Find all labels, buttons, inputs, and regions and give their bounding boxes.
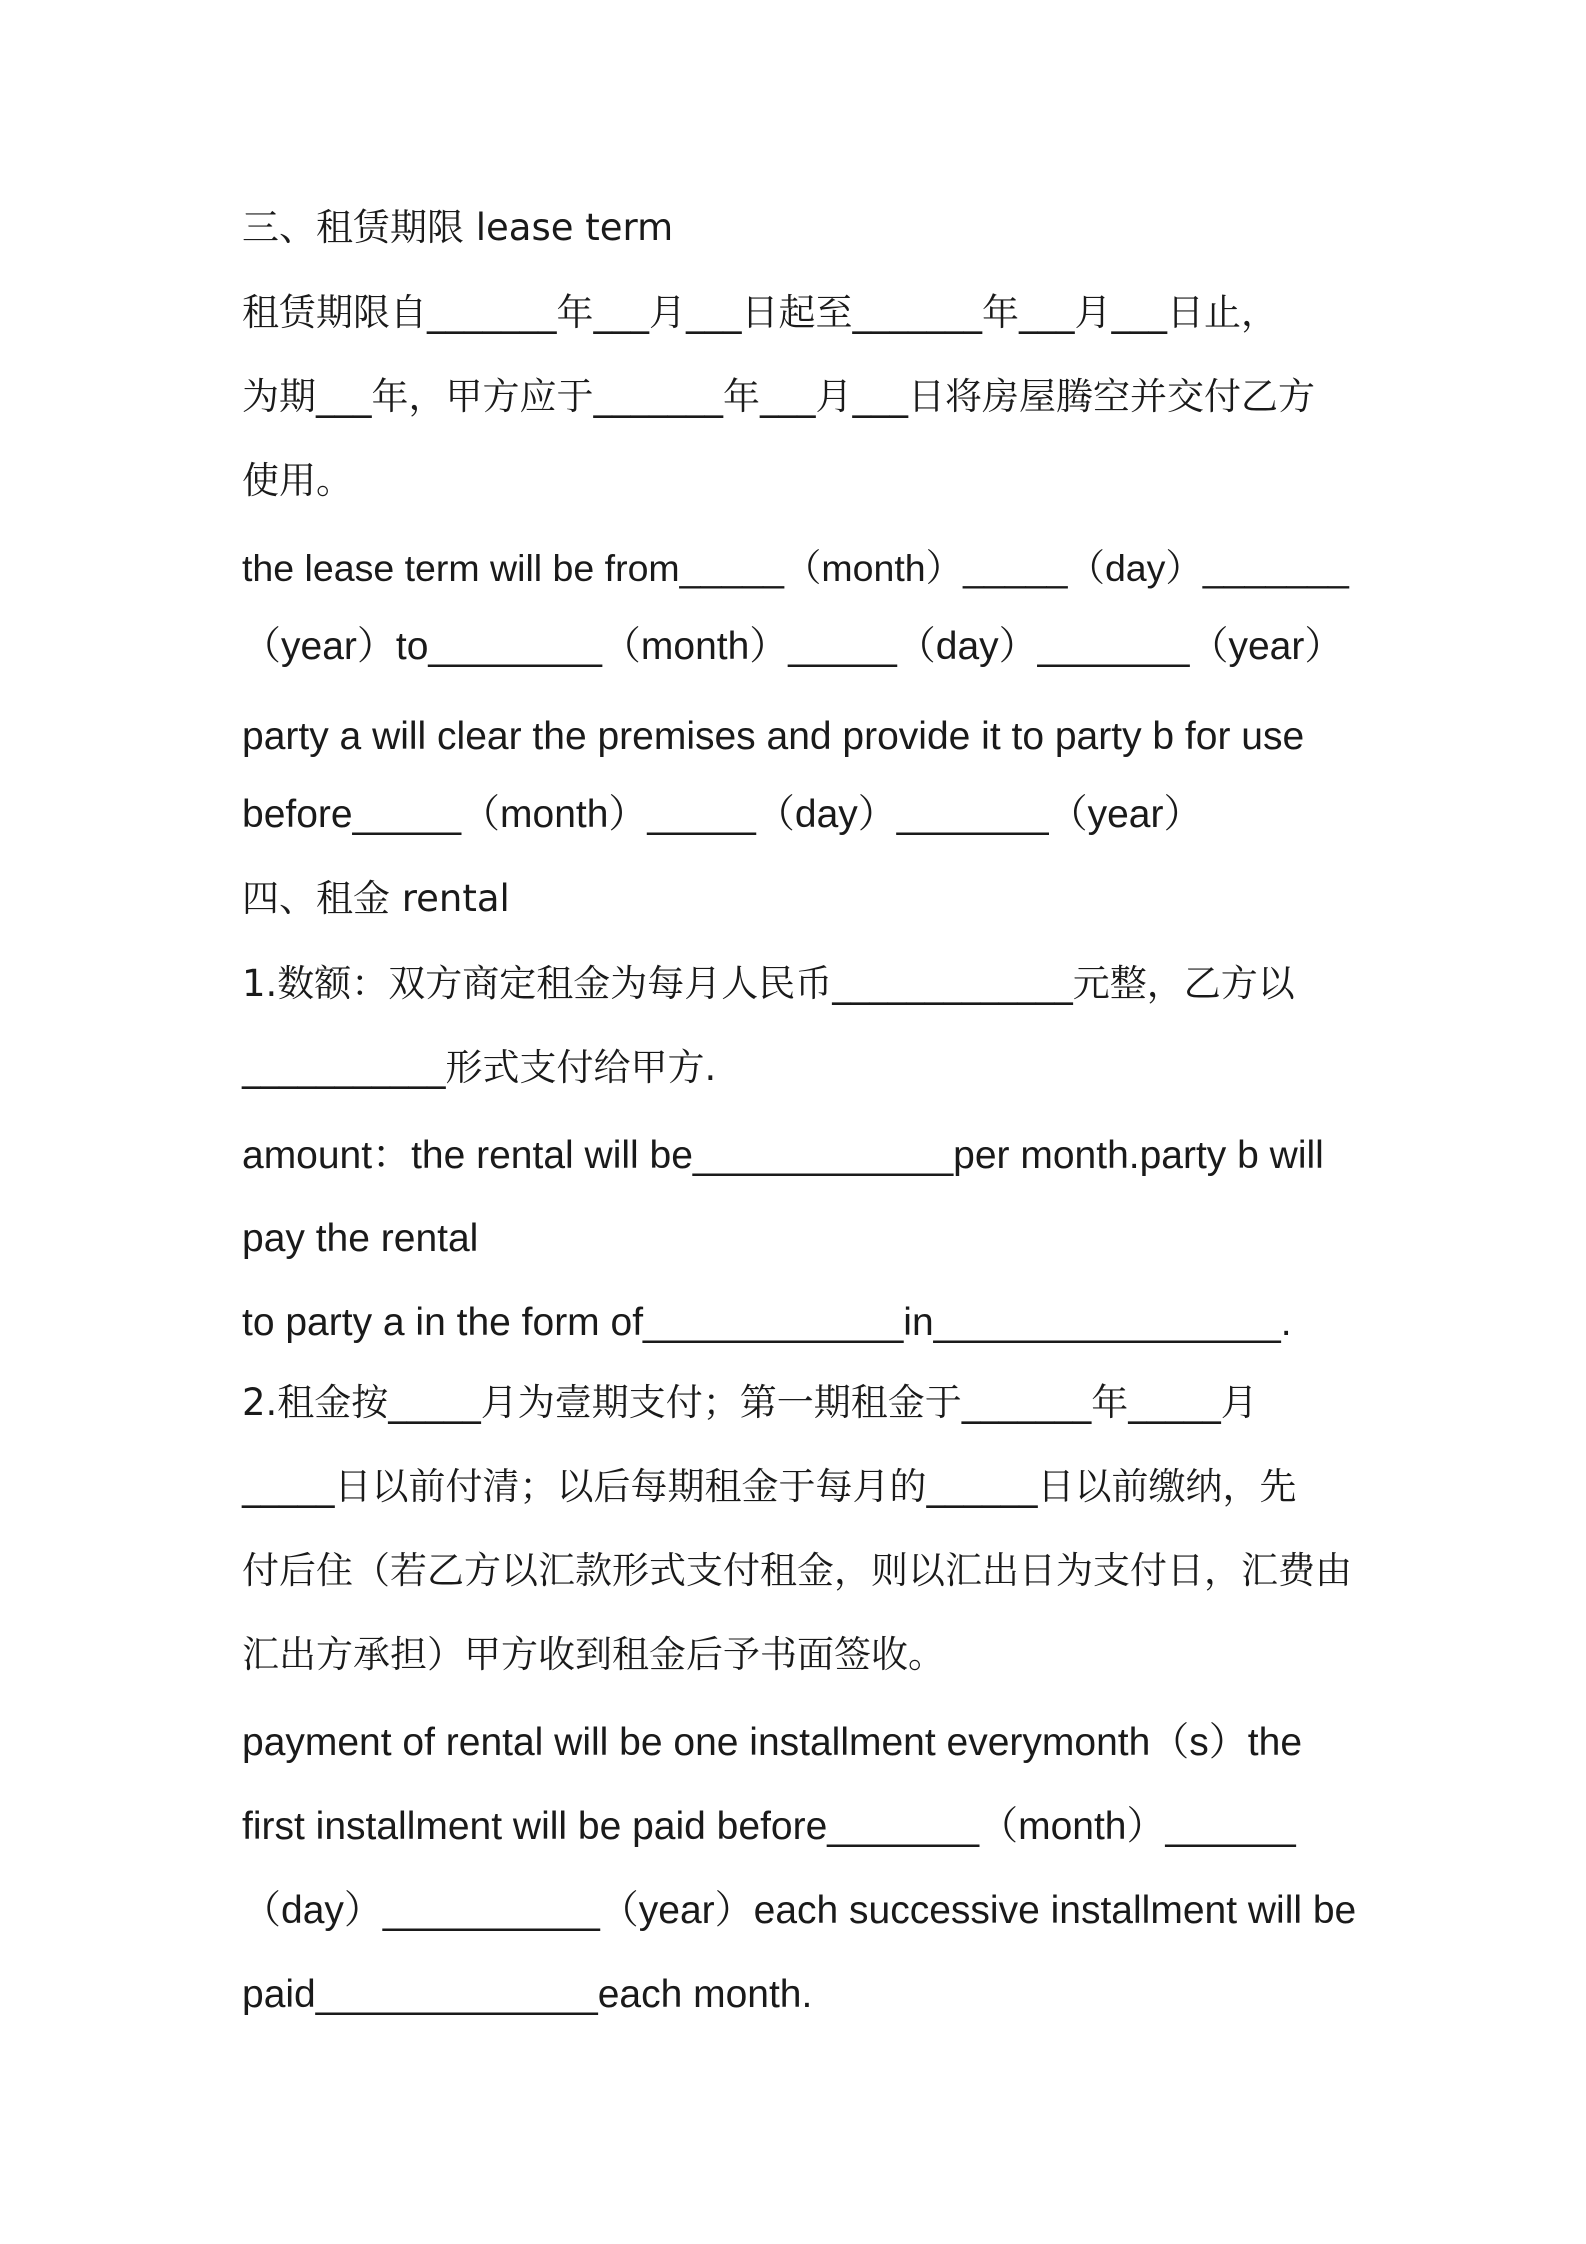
rental-payment-en-line4: paid_____________each month. bbox=[242, 1973, 813, 2016]
rental-payment-cn-line3: 付后住（若乙方以汇款形式支付租金，则以汇出日为支付日，汇费由 bbox=[242, 1549, 1352, 1592]
rental-payment-cn-line1: 2.租金按_____月为壹期支付；第一期租金于_______年_____月 bbox=[242, 1381, 1258, 1424]
rental-payment-en-line3: （day）__________（year）each successive installment will be bbox=[242, 1889, 1357, 1932]
rental-amount-en-line3: to party a in the form of____________in________________. bbox=[242, 1301, 1292, 1344]
lease-term-clause-en-line2: （year）to________（month）_____（day）_______（year） bbox=[242, 625, 1344, 668]
lease-term-clause-cn-line3: 使用。 bbox=[242, 459, 353, 502]
rental-amount-en-line2: pay the rental bbox=[242, 1217, 479, 1260]
rental-payment-cn-line2: _____日以前付清；以后每期租金于每月的______日以前缴纳，先 bbox=[242, 1465, 1297, 1508]
rental-amount-cn-line2: ___________形式支付给甲方. bbox=[242, 1046, 717, 1089]
lease-term-clause-en-line4: before_____（month）_____（day）_______（year） bbox=[242, 793, 1203, 836]
rental-payment-en-line2: first installment will be paid before_______（month）______ bbox=[242, 1805, 1296, 1848]
lease-term-clause-en-line3: party a will clear the premises and provide it to party b for use bbox=[242, 715, 1305, 758]
rental-amount-en-line1: amount：the rental will be____________per month.party b will bbox=[242, 1134, 1324, 1177]
section-heading-rental: 四、租金 rental bbox=[242, 877, 510, 920]
rental-amount-cn-line1: 1.数额：双方商定租金为每月人民币_____________元整，乙方以 bbox=[242, 962, 1295, 1005]
lease-term-clause-en-line1: the lease term will be from_____（month）_____（day）_______ bbox=[242, 547, 1349, 589]
lease-term-clause-cn-line2: 为期___年，甲方应于_______年___月___日将房屋腾空并交付乙方 bbox=[242, 375, 1315, 418]
rental-payment-en-line1: payment of rental will be one installment everymonth（s）the bbox=[242, 1721, 1303, 1764]
lease-term-clause-cn-line1: 租赁期限自_______年___月___日起至_______年___月___日止， bbox=[242, 291, 1278, 334]
rental-payment-cn-line4: 汇出方承担）甲方收到租金后予书面签收。 bbox=[242, 1633, 945, 1676]
section-heading-lease-term: 三、租赁期限 lease term bbox=[242, 206, 674, 249]
